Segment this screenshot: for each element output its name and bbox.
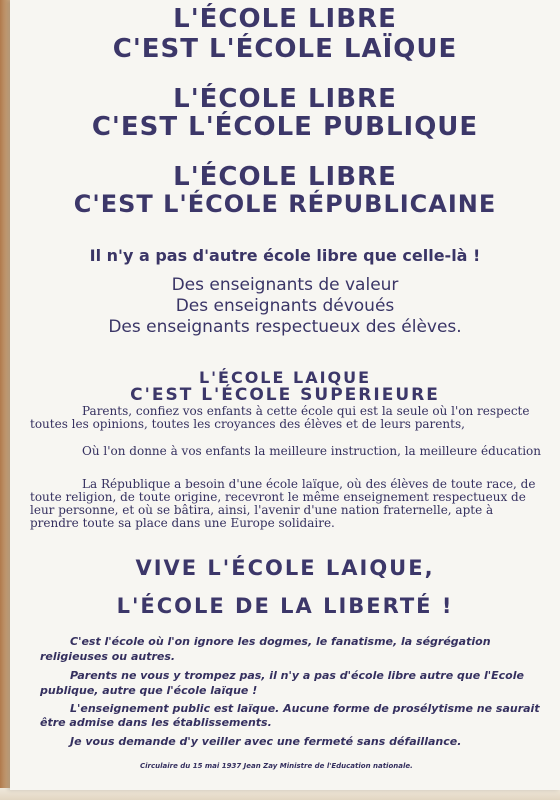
headline-2-line-1: L'ÉCOLE LIBRE	[173, 84, 397, 114]
section3-paragraph-1: C'est l'école où l'on ignore les dogmes, le fanatisme, la ségrégation religieuses ou autres.	[40, 635, 491, 663]
section2-paragraph-3: La République a besoin d'une école laïque, où des élèves de toute race, de toute religion, de toute origine, recevront le même enseignement respectueux de leur personne, et où se bâtira, ainsi, l'avenir d'une nation fraternelle, apte à prendre toute sa place dans une Europe solidaire.	[30, 477, 536, 530]
section3-paragraph-4: Je vous demande d'y veiller avec une fermeté sans défaillance.	[70, 735, 462, 748]
teachers-line-3: Des enseignants respectueux des élèves.	[108, 317, 462, 337]
section3-title-line-1: VIVE L'ÉCOLE LAIQUE,	[135, 556, 435, 580]
section3-title-line-2: L'ÉCOLE DE LA LIBERTÉ !	[116, 594, 454, 618]
section3-paragraph-3: L'enseignement public est laïque. Aucune forme de prosélytisme ne saurait être admise dans les établissements.	[40, 702, 540, 729]
section2-title-line-2: C'EST L'ÉCOLE SUPERIEURE	[130, 385, 440, 405]
headline-3-line-2: C'EST L'ÉCOLE RÉPUBLICAINE	[73, 190, 497, 218]
headline-2-line-2: C'EST L'ÉCOLE PUBLIQUE	[91, 112, 479, 142]
teachers-line-2: Des enseignants dévoués	[175, 296, 395, 316]
citation: Circulaire du 15 mai 1937 Jean Zay Ministre de l'Education nationale.	[140, 762, 413, 770]
poster-sheet	[10, 0, 560, 790]
section2-title-line-1: L'ÉCOLE LAIQUE	[198, 368, 372, 387]
section2-paragraph-2: Où l'on donne à vos enfants la meilleure instruction, la meilleure éducation	[82, 444, 541, 458]
section3-paragraph-2: Parents ne vous y trompez pas, il n'y a pas d'école libre autre que l'Ecole publique, autre que l'école laïque !	[40, 669, 524, 697]
teachers-line-1: Des enseignants de valeur	[171, 275, 399, 295]
section2-paragraph-1: Parents, confiez vos enfants à cette école qui est la seule où l'on respecte toutes les opinions, toutes les croyances des élèves et de leurs parents,	[30, 404, 530, 431]
headline-1-line-2: C'EST L'ÉCOLE LAÏQUE	[112, 34, 458, 64]
tagline: Il n'y a pas d'autre école libre que celle-là !	[89, 246, 481, 265]
headline-3-line-1: L'ÉCOLE LIBRE	[173, 162, 397, 192]
headline-1-line-1: L'ÉCOLE LIBRE	[173, 4, 397, 34]
